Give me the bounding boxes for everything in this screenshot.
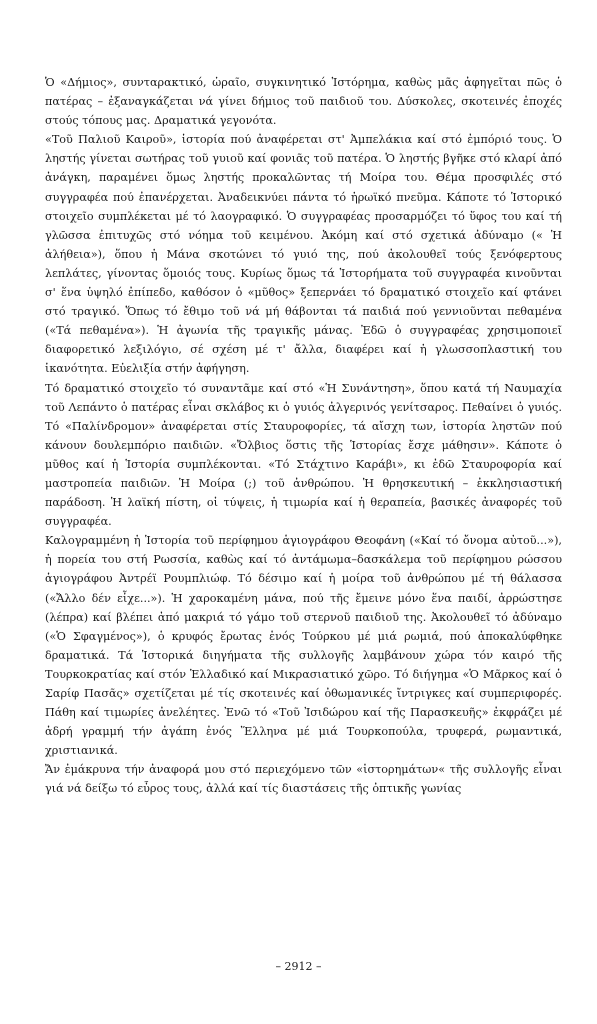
paragraph-dimios: Ὁ «Δήμιος», συνταρακτικό, ὡραῖο, συγκινητικό Ἱστόρημα, καθὼς μᾶς ἀφηγεῖται πῶς ὁ πατέρας – ἐξαναγκάζεται νά γίνει δήμιος τοῦ παιδιοῦ του. Δύσκολες, σκοτεινές ἐποχές στούς τόπους μας. Δραματικά γεγονότα. bbox=[45, 76, 562, 128]
paragraph-conclusion: Ἄν ἐμάκρυνα τήν ἀναφορά μου στό περιεχόμενο τῶν «ἱστορημάτων« τῆς συλλογῆς εἶναι γιά νά δείξω τό εὖρος τους, ἀλλά καί τίς διαστάσεις τῆς ὀπτικῆς γωνίας bbox=[45, 763, 562, 796]
paragraph-synantisi: Τό δραματικό στοιχεῖο τό συναντᾶμε καί στό «Ἡ Συνάντηση», ὅπου κατά τή Ναυμαχία τοῦ Λεπάντο ὁ πατέρας εἶναι σκλάβος κι ὁ γυιός ἀλγερινός γενίτσαρος. Πεθαίνει ὁ γυιός. Τό «Παλίνδρομον» ἀναφέρεται στίς Σταυροφορίες, τά αἴσχη των, ἱστορία ληστῶν πού κάνουν δουλεμπόριο παιδιῶν. «Ὄλβιος ὅστις τῆς Ἱστορίας ἔσχε μάθησιν». Κάποτε ὁ μῦθος καί ἡ Ἱστορία συμπλέκονται. «Τό Στάχτινο Καράβι», κι ἐδῶ Σταυροφορία καί μαστροπεία παιδιῶν. Ἡ Μοίρα (;) τοῦ ἀνθρώπου. Ἡ θρησκευτική – ἐκκλησιαστική παράδοση. Ἡ λαϊκή πίστη, οἱ τύψεις, ἡ τιμωρία καί ἡ θεραπεία, βασικές ἀναφορές τοῦ συγγραφέα. bbox=[45, 381, 562, 529]
body-text bbox=[45, 73, 562, 799]
paragraph-palios-kairos: «Τοῦ Παλιοῦ Καιροῦ», ἱστορία πού ἀναφέρεται στ' Ἀμπελάκια καί στό ἐμπόριό τους. Ὁ ληστής γίνεται σωτήρας τοῦ γυιοῦ καί φονιᾶς τοῦ πατέρα. Ὁ ληστής βγῆκε στό κλαρί ἀπό ἀνάγκη, παραμένει ὅμως ληστής προκαλῶντας τή Μοίρα του. Θέμα προσφιλές στό συγγραφέα πού ἐπανέρχεται. Ἀναδεικνύει πάντα τό ἡρωϊκό πνεῦμα. Κάποτε τό Ἱστορικό στοιχεῖο συμπλέκεται μέ τό λαογραφικό. Ὁ συγγραφέας προσαρμόζει τό ὕφος του καί τή γλῶσσα ἐπιτυχῶς στό νόημα τοῦ κειμένου. Ἀκόμη καί στό σχετικά ἀδύναμο (« Ἡ ἀλήθεια»), ὅπου ἡ Μάνα σκοτώνει τό γυιό της, πού ἀκολουθεῖ τούς ξενόφερτους λεπλάτες, γίνοντας ὅμοιός τους. Κυρίως ὅμως τά Ἱστορήματα τοῦ συγγραφέα κινοῦνται σ' ἕνα ὑψηλό ἐπίπεδο, καθόσον ὁ «μῦθος» ξεπερνάει τό δραματικό στοιχεῖο καί φτάνει στό τραγικό. Ὅπως τό ἔθιμο τοῦ νά μή θάβονται τά παιδιά πού γεννιοῦνται πεθαμένα («Τά πεθαμένα»). Ἡ ἀγωνία τῆς τραγικῆς μάνας. Ἐδῶ ὁ συγγραφέας χρησιμοποιεῖ διαφορετικό λεξιλόγιο, σέ σχέση μέ τ' ἄλλα, διαφέρει καί ἡ γλωσσοπλαστική του ἱκανότητα. Εὐελιξία στήν ἀφήγηση. bbox=[45, 133, 562, 376]
paragraph-theofanis: Καλογραμμένη ἡ Ἱστορία τοῦ περίφημου ἁγιογράφου Θεοφάνη («Καί τό ὄνομα αὐτοῦ...»), ἡ πορεία του στή Ρωσσία, καθὼς καί τό ἀντάμωμα–δασκάλεμα τοῦ περίφημου ρώσσου ἁγιογράφου Ἀντρέϊ Ρουμπλιώφ. Τό δέσιμο καί ἡ μοίρα τοῦ ἀνθρώπου μέ τή θάλασσα («Ἄλλο δέν εἶχε...»). Ἡ χαροκαμένη μάνα, πού τῆς ἔμεινε μόνο ἕνα παιδί, ἀρρώστησε (λέπρα) καί βλέπει ἀπό μακριά τό γάμο τοῦ στερνοῦ παιδιοῦ της. Ἀκολουθεῖ τό ἀδύναμο («Ὁ Σφαγμένος»), ὁ κρυφός ἔρωτας ἑνός Τούρκου μέ μιά ρωμιά, πού ἀποκαλύφθηκε δραματικά. Τά Ἱστορικά διηγήματα τῆς συλλογῆς λαμβάνουν χώρα τόν καιρό τῆς Τουρκοκρατίας καί στόν Ἑλλαδικό καί Μικρασιατικό χῶρο. Τό διήγημα «Ὁ Μᾶρκος καί ὁ Σαρίφ Πασᾶς» σχετίζεται μέ τίς σκοτεινές καί ὀθωμανικές ἴντριγκες καί συμπεριφορές. Πάθη καί τιμωρίες ἀνελέητες. Ἐνῶ τό «Τοῦ Ἰσιδώρου καί τῆς Παρασκευῆς» ἐκφράζει μέ ἁδρή γραμμή τήν ἀγάπη ἑνός Ἕλληνα μέ μιά Τουρκοπούλα, τρυφερά, ρωμαντικά, χριστιανικά. bbox=[45, 534, 562, 758]
page-number: – 2912 – bbox=[275, 960, 322, 973]
